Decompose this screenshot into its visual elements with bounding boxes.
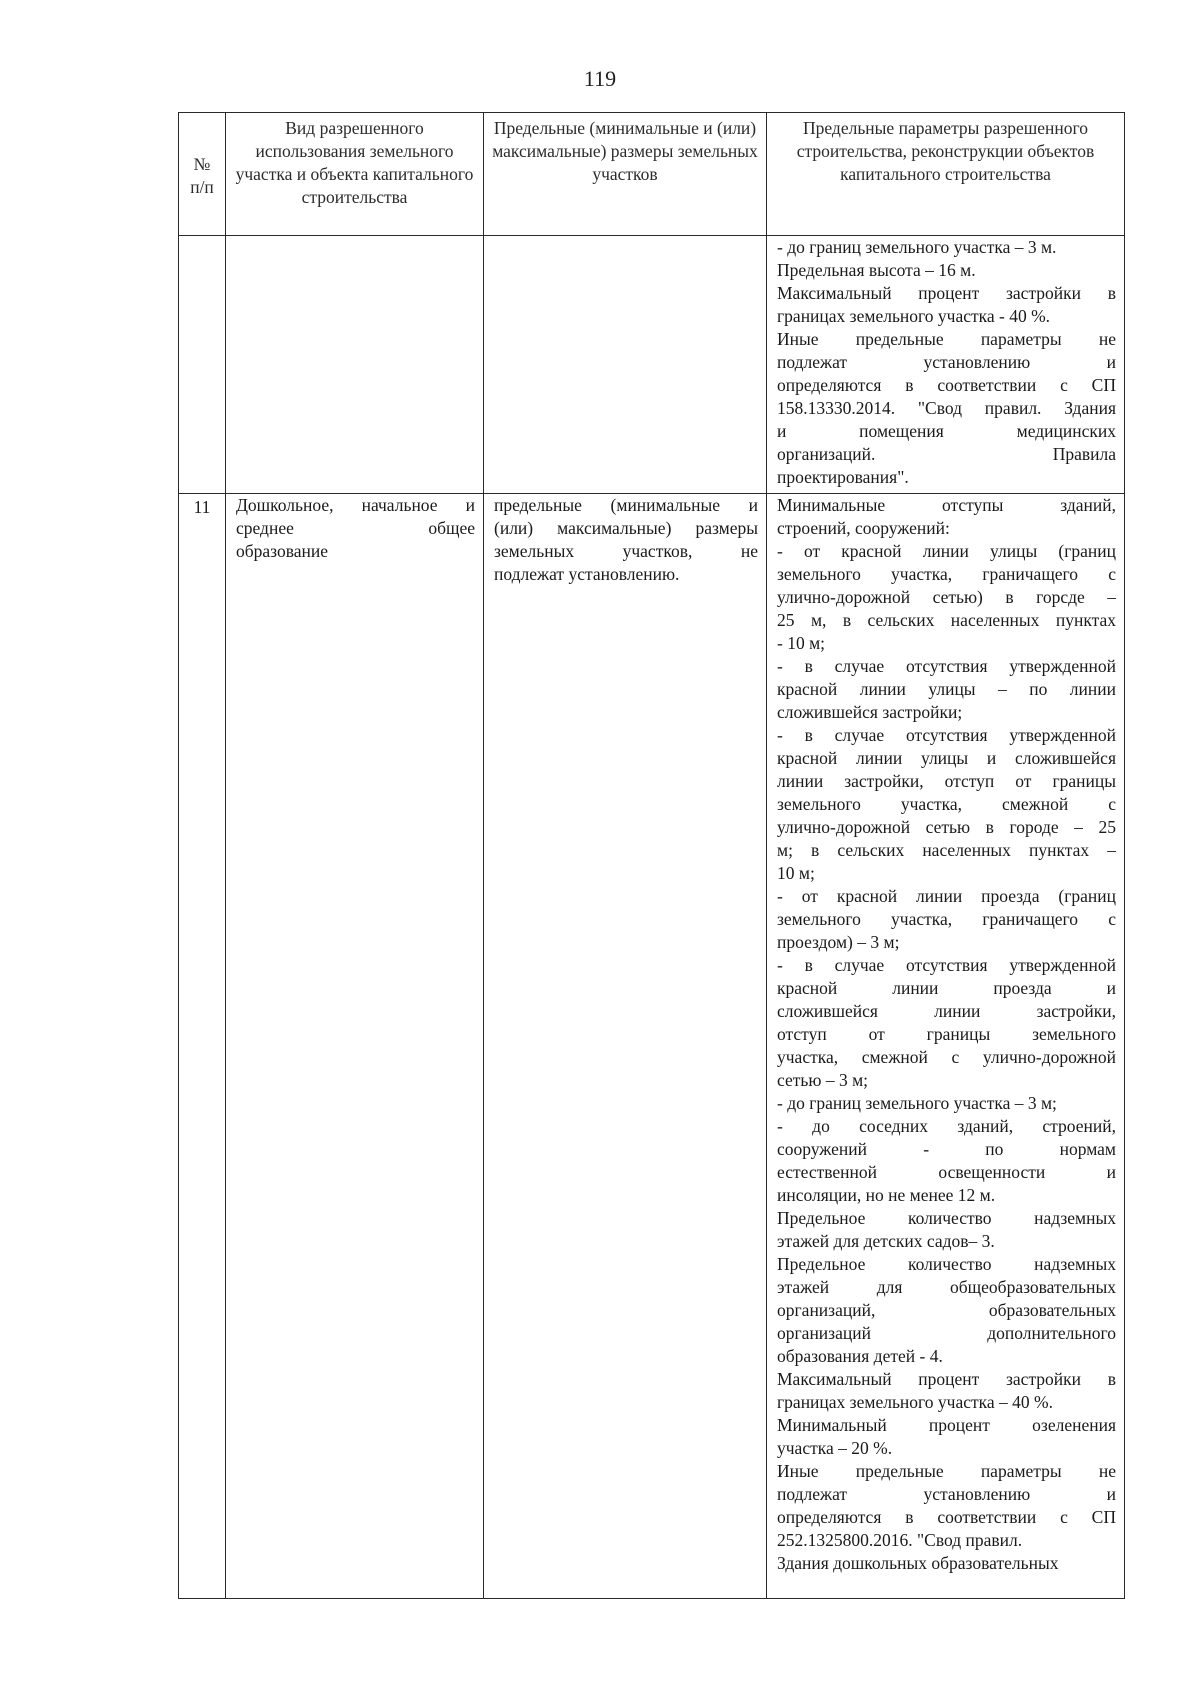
zoning-parameters-table xyxy=(178,112,1125,1599)
row-number: 11 xyxy=(193,497,211,517)
cell-text-line: Здания дошкольных образовательных xyxy=(777,1553,1059,1573)
header-number xyxy=(179,113,226,236)
cell-text-line: среднее общее xyxy=(236,518,475,538)
header-plot-sizes-text: Предельные (минимальные и (или) максимальные) размеры земельных участков xyxy=(492,118,758,184)
params-list xyxy=(767,494,1124,1575)
cell-text-line: Предельное количество надземных xyxy=(777,1208,1116,1228)
row-use-type-cell xyxy=(226,236,484,494)
cell-text-line: - до соседних зданий, строений, xyxy=(777,1116,1116,1136)
cell-text-line: - 10 м; xyxy=(777,633,826,653)
cell-text-line: - от красной линии улицы (границ xyxy=(777,541,1116,561)
cell-text-line: естественной освещенности и xyxy=(777,1162,1116,1182)
cell-text-line: красной линии улицы – по линии xyxy=(777,679,1116,699)
cell-text-line: улично-дорожной сетью в городе – 25 xyxy=(777,817,1116,837)
cell-text-line: красной линии улицы и сложившейся xyxy=(777,748,1116,768)
cell-text-line: участка, смежной с улично-дорожной xyxy=(777,1047,1116,1067)
cell-text-line: образования детей - 4. xyxy=(777,1346,943,1366)
cell-text-line: строений, сооружений: xyxy=(777,518,950,538)
cell-text-line: проектирования". xyxy=(777,467,909,487)
header-number-sign: № xyxy=(193,154,211,174)
cell-text-line: Иные предельные параметры не xyxy=(777,1461,1116,1481)
cell-text-line: 25 м, в сельских населенных пунктах xyxy=(777,610,1116,630)
cell-text-line: линии застройки, отступ от границы xyxy=(777,771,1116,791)
table-row xyxy=(179,236,1125,494)
cell-text-line: проездом) – 3 м; xyxy=(777,932,900,952)
cell-text-line: - в случае отсутствия утвержденной xyxy=(777,725,1116,745)
cell-text-line: сооружений - по нормам xyxy=(777,1139,1116,1159)
cell-text-line: этажей для общеобразовательных xyxy=(777,1277,1116,1297)
row-number-cell xyxy=(179,494,226,1599)
header-use-type-text: Вид разрешенного использования земельного участка и объекта капитального строительства xyxy=(235,118,474,207)
params-list xyxy=(767,236,1124,489)
cell-text-line: м; в сельских населенных пунктах – xyxy=(777,840,1116,860)
cell-text-line: определяются в соответствии с СП xyxy=(777,375,1116,395)
table-row xyxy=(179,494,1125,1599)
cell-text-line: - от красной линии проезда (границ xyxy=(777,886,1116,906)
row-params-cell xyxy=(767,236,1125,494)
cell-text-line: инсоляции, но не менее 12 м. xyxy=(777,1185,996,1205)
cell-text-line: 252.1325800.2016. "Свод правил. xyxy=(777,1530,1023,1550)
cell-text-line: этажей для детских садов– 3. xyxy=(777,1231,995,1251)
cell-text-line: земельного участка, граничащего с xyxy=(777,909,1116,929)
cell-text-line: организаций дополнительного xyxy=(777,1323,1116,1343)
cell-text-line: сложившейся застройки; xyxy=(777,702,963,722)
cell-text-line: земельного участка, граничащего с xyxy=(777,564,1116,584)
cell-text-line: земельных участков, не xyxy=(494,541,758,561)
cell-text-line: подлежат установлению и xyxy=(777,1484,1116,1504)
cell-text-line: сетью – 3 м; xyxy=(777,1070,869,1090)
row-params-cell xyxy=(767,494,1125,1599)
header-build-params-text: Предельные параметры разрешенного строительства, реконструкции объектов капитального строительства xyxy=(796,118,1095,184)
cell-text-line: красной линии проезда и xyxy=(777,978,1116,998)
row-number-cell xyxy=(179,236,226,494)
cell-text-line: отступ от границы земельного xyxy=(777,1024,1116,1044)
cell-text-line: Предельное количество надземных xyxy=(777,1254,1116,1274)
cell-text-line: - до границ земельного участка – 3 м; xyxy=(777,1093,1057,1113)
header-plot-sizes xyxy=(484,113,767,236)
cell-text-line: и помещения медицинских xyxy=(777,421,1116,441)
cell-text-line: границах земельного участка – 40 %. xyxy=(777,1392,1053,1412)
cell-text-line: 10 м; xyxy=(777,863,815,883)
page-number: 119 xyxy=(583,66,617,91)
row-use-type-cell xyxy=(226,494,484,1599)
header-build-params xyxy=(767,113,1125,236)
cell-text-line: - до границ земельного участка – 3 м. xyxy=(777,237,1057,257)
cell-text-line: образование xyxy=(236,541,329,561)
cell-text-line: Максимальный процент застройки в xyxy=(777,283,1116,303)
cell-text-line: Предельная высота – 16 м. xyxy=(777,260,976,280)
cell-text-line: Дошкольное, начальное и xyxy=(236,495,475,515)
cell-text-line: 158.13330.2014. "Свод правил. Здания xyxy=(777,398,1116,418)
cell-text-line: подлежат установлению и xyxy=(777,352,1116,372)
cell-text-line: - в случае отсутствия утвержденной xyxy=(777,955,1116,975)
cell-text-line: сложившейся линии застройки, xyxy=(777,1001,1116,1021)
cell-text-line: определяются в соответствии с СП xyxy=(777,1507,1116,1527)
cell-text-line: - в случае отсутствия утвержденной xyxy=(777,656,1116,676)
cell-text-line: (или) максимальные) размеры xyxy=(494,518,758,538)
cell-text-line: улично-дорожной сетью) в горсде – xyxy=(777,587,1116,607)
table-header-row xyxy=(179,113,1125,236)
header-number-pp: п/п xyxy=(190,177,214,197)
header-use-type xyxy=(226,113,484,236)
row-plot-sizes-cell xyxy=(484,236,767,494)
cell-text-line: Минимальные отступы зданий, xyxy=(777,495,1116,515)
plot-sizes-list xyxy=(484,494,766,586)
cell-text-line: подлежат установлению. xyxy=(494,564,680,584)
cell-text-line: организаций, образовательных xyxy=(777,1300,1116,1320)
cell-text-line: Максимальный процент застройки в xyxy=(777,1369,1116,1389)
use-type-list xyxy=(226,494,483,563)
cell-text-line: Иные предельные параметры не xyxy=(777,329,1116,349)
cell-text-line: границах земельного участка - 40 %. xyxy=(777,306,1051,326)
cell-text-line: земельного участка, смежной с xyxy=(777,794,1116,814)
cell-text-line: организаций. Правила xyxy=(777,444,1116,464)
row-plot-sizes-cell xyxy=(484,494,767,1599)
cell-text-line: Минимальный процент озеленения xyxy=(777,1415,1116,1435)
cell-text-line: предельные (минимальные и xyxy=(494,495,758,515)
cell-text-line: участка – 20 %. xyxy=(777,1438,893,1458)
